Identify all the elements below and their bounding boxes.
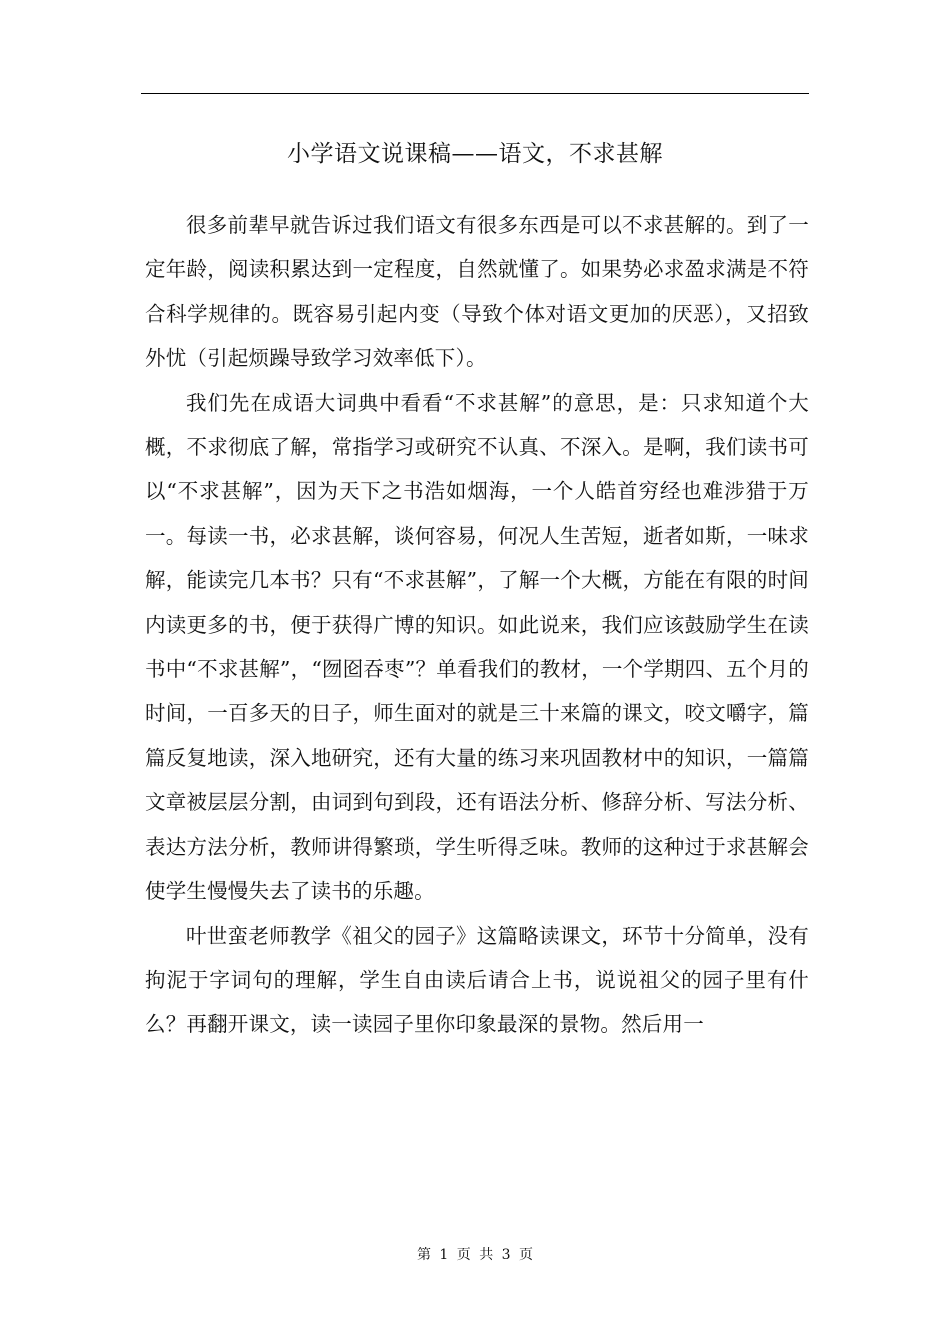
page-number-footer: 第 1 页 共 3 页 (416, 1247, 534, 1263)
document-title: 小学语文说课稿——语文，不求甚解 (287, 141, 663, 167)
paragraph-2: 我们先在成语大词典中看看“不求甚解”的意思，是：只求知道个大概，不求彻底了解，常指学习或研究不认真、不深入。是啊，我们读书可以“不求甚解”，因为天下之书浩如烟海，一个人皓首穷经也难涉猎于万一。每读一书，必求甚解，谈何容易，何况人生苦短，逝者如斯，一味求解，能读完几本书？只有“不求甚解”，了解一个大概，方能在有限的时间内读更多的书，便于获得广博的知识。如此说来，我们应该鼓励学生在读书中“不求甚解”，“囫囵吞枣”？单看我们的教材，一个学期四、五个月的时间，一百多天的日子，师生面对的就是三十来篇的课文，咬文嚼字，篇篇反复地读，深入地研究，还有大量的练习来巩固教材中的知识，一篇篇文章被层层分割，由词到句到段，还有语法分析、修辞分析、写法分析、表达方法分析，教师讲得繁琐，学生听得乏味。教师的这种过于求甚解会使学生慢慢失去了读书的乐趣。 (145, 390, 809, 904)
paragraph-3: 叶世蛮老师教学《祖父的园子》这篇略读课文，环节十分简单，没有拘泥于字词句的理解，学生自由读后请合上书，说说祖父的园子里有什么？再翻开课文，读一读园子里你印象最深的景物。然后用一 (145, 923, 809, 1037)
header-rule (141, 93, 809, 94)
paragraph-1: 很多前辈早就告诉过我们语文有很多东西是可以不求甚解的。到了一定年龄，阅读积累达到一定程度，自然就懂了。如果势必求盈求满是不符合科学规律的。既容易引起内变（导致个体对语文更加的厌恶），又招致外忧（引起烦躁导致学习效率低下）。 (145, 213, 809, 371)
document-body (145, 203, 809, 1047)
